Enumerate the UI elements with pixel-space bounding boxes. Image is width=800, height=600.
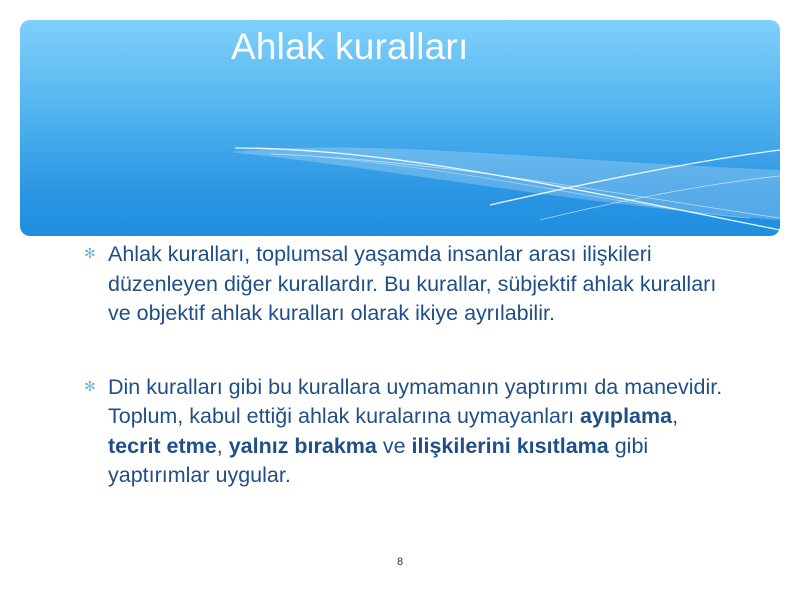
slide-body xyxy=(84,240,724,491)
separator: , xyxy=(216,433,229,458)
emphasis-yalniz-birakma: yalnız bırakma xyxy=(228,433,377,458)
slide-title: Ahlak kuralları xyxy=(231,26,469,67)
page-number: 8 xyxy=(396,556,404,568)
emphasis-iliskilerini-kisitlama: ilişkilerini kısıtlama xyxy=(411,433,609,458)
bullet-text-part: gibi yaptırımlar uygular. xyxy=(108,433,649,487)
bullet-item xyxy=(84,240,724,329)
emphasis-tecrit-etme: tecrit etme xyxy=(108,433,217,458)
bullet-text: Ahlak kuralları, toplumsal yaşamda insanlar arası ilişkileri düzenleyen diğer kurallardır. Bu kurallar, sübjektif ahlak kuralları ve objektif ahlak kuralları olarak ikiye ayrılabilir. xyxy=(108,242,717,325)
emphasis-ayiplama: ayıplama xyxy=(580,404,673,428)
asterisk-icon: ✻ xyxy=(84,245,96,261)
title-banner xyxy=(20,20,780,236)
bullet-text-part: Din kuralları gibi bu kurallara uymamanın yaptırımı da manevidir. Toplum, kabul ettiği ahlak kuralarına uymayanları xyxy=(108,374,723,428)
bullet-item xyxy=(84,373,724,491)
bullet-text-part: ve xyxy=(376,433,412,458)
asterisk-icon: ✻ xyxy=(84,377,96,394)
separator: , xyxy=(672,404,679,428)
